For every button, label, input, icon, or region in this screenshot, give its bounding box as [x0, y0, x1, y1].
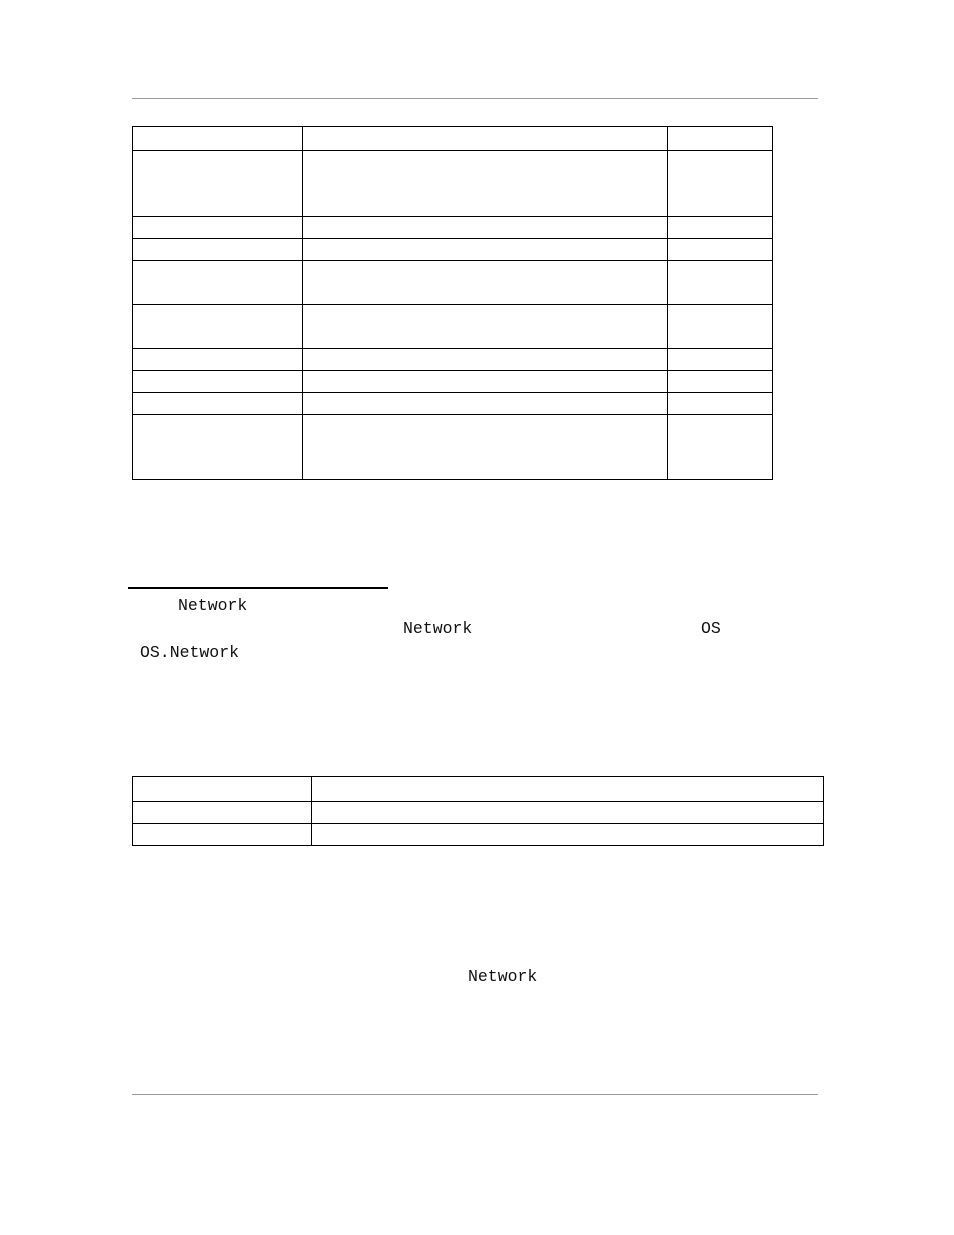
- table-cell: [668, 239, 773, 261]
- table-cell: [133, 305, 303, 349]
- table-cell: [303, 349, 668, 371]
- table-row: [133, 305, 773, 349]
- table-cell: [312, 802, 824, 824]
- table-cell: [133, 151, 303, 217]
- table-cell: [668, 371, 773, 393]
- table-row: [133, 777, 824, 802]
- table-cell: [668, 151, 773, 217]
- table-cell: [303, 261, 668, 305]
- table-cell: [303, 127, 668, 151]
- table-cell: [668, 415, 773, 480]
- code-os: OS: [701, 619, 721, 638]
- table-cell: [133, 777, 312, 802]
- code-network: Network: [403, 619, 473, 638]
- table-row: [133, 151, 773, 217]
- table-cell: [133, 261, 303, 305]
- table-cell: [668, 127, 773, 151]
- code-network: Network: [178, 596, 248, 615]
- table-cell: [303, 393, 668, 415]
- table-row: [133, 261, 773, 305]
- table-cell: [303, 305, 668, 349]
- table-cell: [133, 239, 303, 261]
- table-cell: [303, 151, 668, 217]
- table-cell: [312, 777, 824, 802]
- table-cell: [668, 349, 773, 371]
- table-cell: [303, 239, 668, 261]
- lower-table: [132, 776, 824, 846]
- table-cell: [303, 371, 668, 393]
- code-os-network: OS.Network: [140, 643, 240, 662]
- table-row: [133, 824, 824, 846]
- table-cell: [133, 802, 312, 824]
- table-cell: [303, 217, 668, 239]
- table-row: [133, 239, 773, 261]
- table-cell: [133, 371, 303, 393]
- table-cell: [668, 305, 773, 349]
- table-cell: [668, 217, 773, 239]
- table-row: [133, 349, 773, 371]
- code-network: Network: [468, 967, 538, 986]
- table-cell: [133, 127, 303, 151]
- table-cell: [668, 261, 773, 305]
- section-rule: [128, 587, 388, 589]
- table-cell: [312, 824, 824, 846]
- table-row: [133, 393, 773, 415]
- table-cell: [133, 349, 303, 371]
- table-cell: [133, 217, 303, 239]
- table-cell: [133, 393, 303, 415]
- footer-rule: [132, 1094, 818, 1095]
- table-cell: [668, 393, 773, 415]
- table-cell: [133, 415, 303, 480]
- header-rule: [132, 98, 818, 99]
- table-row: [133, 415, 773, 480]
- table-row: [133, 217, 773, 239]
- upper-table: [132, 126, 773, 480]
- table-row: [133, 802, 824, 824]
- table-cell: [303, 415, 668, 480]
- table-row: [133, 371, 773, 393]
- table-cell: [133, 824, 312, 846]
- table-row: [133, 127, 773, 151]
